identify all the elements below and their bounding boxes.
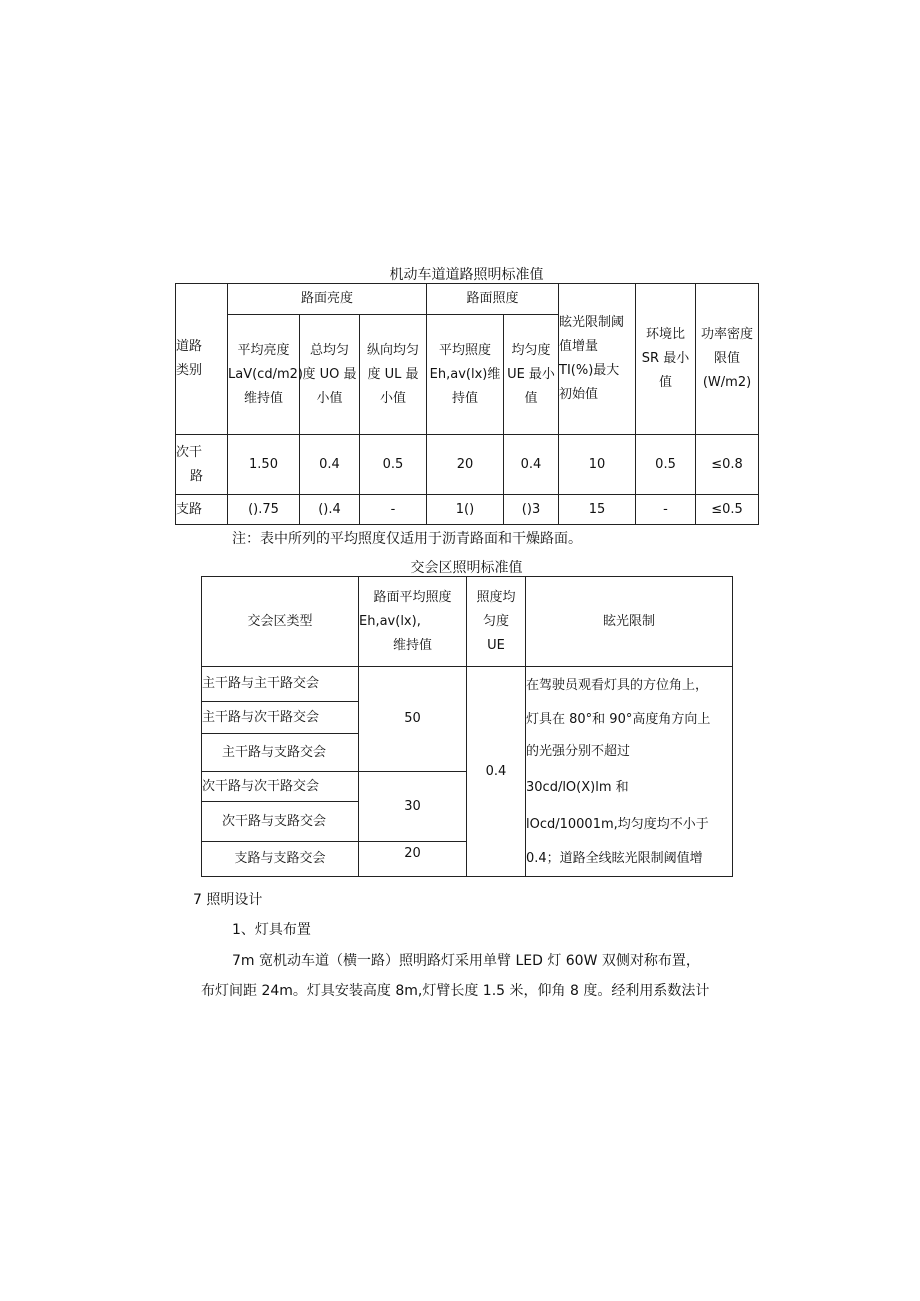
cell-value: -: [360, 495, 427, 525]
header-longitudinal-uniformity: 纵向均匀 度 UL 最 小值: [360, 315, 427, 435]
cell-value: 0.5: [636, 435, 696, 495]
header-glare: 眩光限制阈 值增量 TI(%)最大 初始值: [559, 284, 636, 435]
header-avg-luminance: 平均亮度 LaV(cd/m2) 维持值: [228, 315, 300, 435]
header-glare: 眩光限制: [526, 577, 733, 667]
row-road-type: 支路: [176, 495, 228, 525]
cell-value: 1(): [427, 495, 504, 525]
uniformity-cell: 0.4: [467, 667, 526, 877]
cell-value: 0.4: [300, 435, 360, 495]
header-area-type: 交会区类型: [202, 577, 359, 667]
header-avg-illuminance: 路面平均照度 Eh,av(lx), 维持值: [359, 577, 467, 667]
road-lighting-standards-table: [175, 283, 759, 525]
table-row: [202, 667, 733, 702]
cell-value: ()3: [504, 495, 559, 525]
illuminance-cell: 50: [359, 667, 467, 772]
cell-value: 1.50: [228, 435, 300, 495]
header-luminance-group: 路面亮度: [228, 284, 427, 315]
glare-limit-cell: 在驾驶员观看灯具的方位角上， 灯具在 80°和 90°高度角方向上 的光强分别不超过 30cd/lO(X)lm 和 lOcd/10001m,均匀度均不小于 0.4；道路全线眩光限制阈值增: [526, 667, 733, 877]
header-avg-illuminance: 平均照度 Eh,av(lx)维 持值: [427, 315, 504, 435]
table-row: [176, 495, 759, 525]
cell-value: 15: [559, 495, 636, 525]
header-overall-uniformity: 总均匀 度 UO 最 小值: [300, 315, 360, 435]
cell-value: 10: [559, 435, 636, 495]
cell-value: 0.4: [504, 435, 559, 495]
cell-value: -: [636, 495, 696, 525]
table2-caption: 交会区照明标准值: [410, 560, 523, 576]
table1-note: 注：表中所列的平均照度仅适用于沥青路面和干燥路面。: [232, 531, 582, 547]
area-type-cell: 支路与支路交会: [202, 842, 359, 877]
illuminance-cell: 30: [359, 772, 467, 842]
area-type-cell: 主干路与主干路交会: [202, 667, 359, 702]
cell-value: ≤0.5: [696, 495, 759, 525]
header-uniformity: 照度均 匀度 UE: [467, 577, 526, 667]
row-road-type: 次干 路: [176, 435, 228, 495]
header-surround-ratio: 环境比 SR 最小 值: [636, 284, 696, 435]
area-type-cell: 次干路与支路交会: [202, 802, 359, 842]
paragraph-line-1: 7m 宽机动车道（横一路）照明路灯采用单臂 LED 灯 60W 双侧对称布置，: [232, 953, 700, 969]
table1-caption: 机动车道道路照明标准值: [389, 267, 544, 283]
section-subheading: 1、灯具布置: [232, 922, 311, 938]
cell-value: 20: [427, 435, 504, 495]
cell-value: 0.5: [360, 435, 427, 495]
header-road-type: 道路 类别: [176, 284, 228, 435]
header-power-density: 功率密度 限值 (W/m2): [696, 284, 759, 435]
area-type-cell: 主干路与支路交会: [202, 734, 359, 772]
area-type-cell: 主干路与次干路交会: [202, 702, 359, 734]
header-illuminance-group: 路面照度: [427, 284, 559, 315]
table-row: [176, 435, 759, 495]
illuminance-cell: 20: [359, 842, 467, 877]
cell-value: ().4: [300, 495, 360, 525]
cell-value: ().75: [228, 495, 300, 525]
area-type-cell: 次干路与次干路交会: [202, 772, 359, 802]
intersection-lighting-standards-table: [201, 576, 733, 877]
section-heading: 7 照明设计: [193, 892, 263, 908]
paragraph-line-2: 布灯间距 24m。灯具安装高度 8m,灯臂长度 1.5 米，仰角 8 度。经利用系数法计: [201, 983, 710, 999]
header-illuminance-uniformity: 均匀度 UE 最小 值: [504, 315, 559, 435]
cell-value: ≤0.8: [696, 435, 759, 495]
